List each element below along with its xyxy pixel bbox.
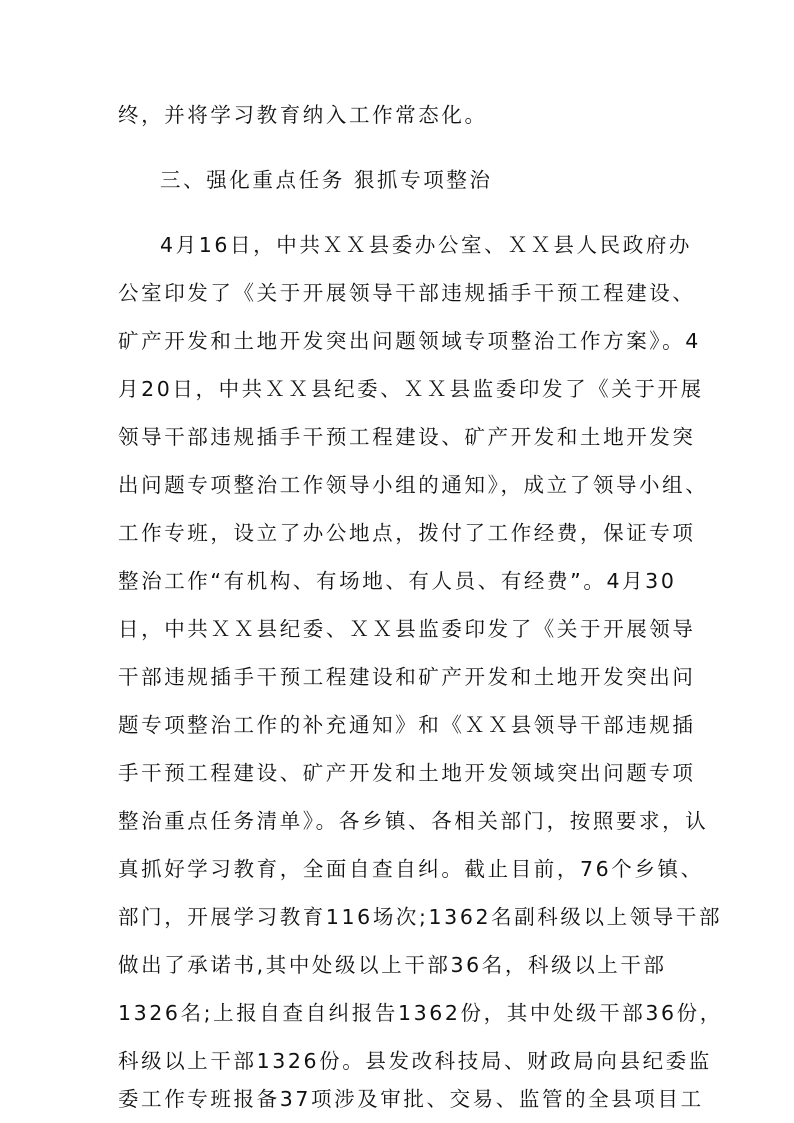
text-line-4: 公室印发了《关于开展领导干部违规插手干预工程建设、: [118, 281, 696, 305]
text-line-19: 1326名;上报自查自纠报告1362份，其中处级干部36份，: [118, 1001, 723, 1025]
text-line-20: 科级以上干部1326份。县发改科技局、财政局向县纪委监: [118, 1049, 712, 1073]
text-line-3: 4月16日，中共ＸＸ县委办公室、ＸＸ县人民政府办: [160, 233, 693, 257]
text-line-13: 题专项整治工作的补充通知》和《ＸＸ县领导干部违规插: [118, 713, 696, 737]
text-line-1: 终，并将学习教育纳入工作常态化。: [118, 103, 488, 127]
text-line-17: 部门，开展学习教育116场次;1362名副科级以上领导干部: [118, 905, 723, 929]
text-line-9: 工作专班，设立了办公地点，拨付了工作经费，保证专项: [118, 521, 696, 545]
section-heading: 三、强化重点任务 狠抓专项整治: [160, 168, 493, 192]
text-line-6: 月20日，中共ＸＸ县纪委、ＸＸ县监委印发了《关于开展: [118, 377, 704, 401]
text-line-10: 整治工作“有机构、有场地、有人员、有经费”。4月30: [118, 569, 677, 593]
text-line-7: 领导干部违规插手干预工程建设、矿产开发和土地开发突: [118, 425, 696, 449]
text-line-14: 手干预工程建设、矿产开发和土地开发领域突出问题专项: [118, 761, 696, 785]
text-line-11: 日，中共ＸＸ县纪委、ＸＸ县监委印发了《关于开展领导: [118, 617, 696, 641]
text-line-18: 做出了承诺书,其中处级以上干部36名，科级以上干部: [118, 953, 667, 977]
text-line-5: 矿产开发和土地开发突出问题领域专项整治工作方案》。4: [118, 329, 701, 353]
text-line-16: 真抓好学习教育，全面自查自纠。截止目前，76个乡镇、: [118, 857, 704, 881]
text-line-15: 整治重点任务清单》。各乡镇、各相关部门，按照要求，认: [118, 809, 709, 833]
text-line-21: 委工作专班报备37项涉及审批、交易、监管的全县项目工: [118, 1087, 704, 1111]
text-line-12: 干部违规插手干预工程建设和矿产开发和土地开发突出问: [118, 665, 696, 689]
text-line-8: 出问题专项整治工作领导小组的通知》，成立了领导小组、: [118, 473, 709, 497]
